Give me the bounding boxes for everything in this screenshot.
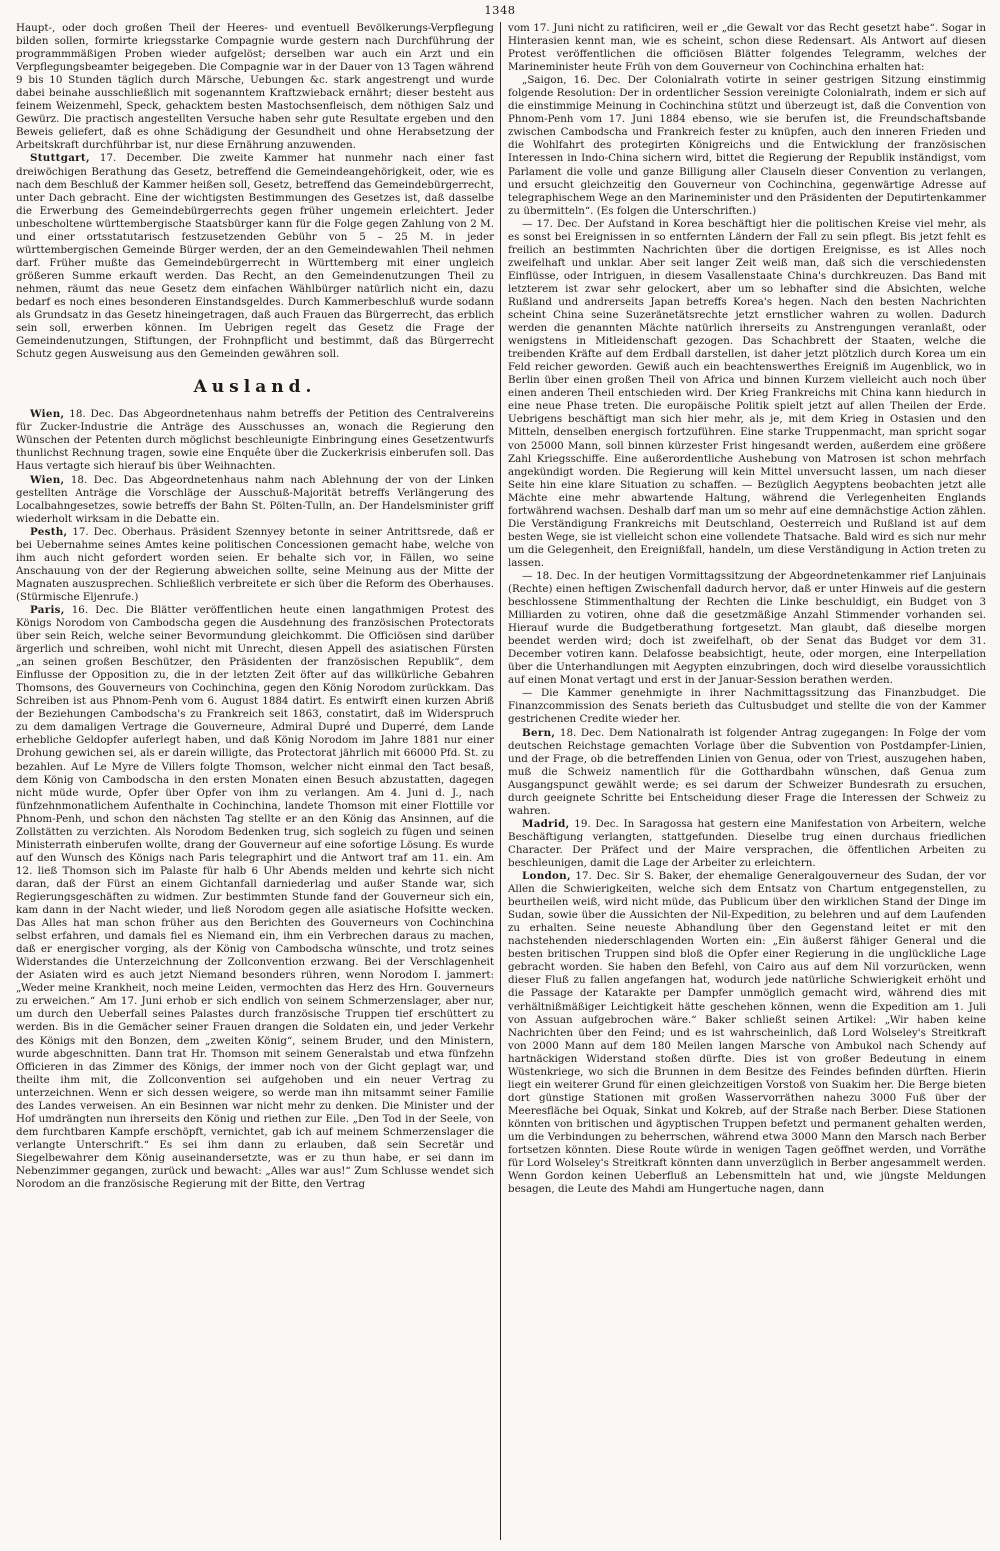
article-paris-continuation: vom 17. Juni nicht zu ratificiren, weil er „die Gewalt vor das Recht gesetzt habe“. Sogar in Hinterasien kennt man, wie es scheint, schon diese Redensart. Als Antwort auf diesen Protest veröffentlichen die officiösen Blätter folgendes Telegramm, welches der Marineminister heute Früh von dem Gouverneur von Cochinchina erhalten hat: bbox=[508, 22, 986, 74]
telegram-saigon: „Saigon, 16. Dec. Der Colonialrath votirte in seiner gestrigen Sitzung einstimmig folgende Resolution: Der in ordentlicher Session vereinigte Colonialrath, indem er sich auf die einstimmige Meinung in Cochinchina stützt und überzeugt ist, daß die Convention von Phnom-Penh vom 17. Juni 1884 ebenso, wie sie berufen ist, die Freundschaftsbande zwischen Cambodscha und Frankreich fester zu knüpfen, auch den inneren Frieden und die Wohlfahrt des protegirten Königreichs und die Entwicklung der französischen Interessen in Indo-China sichern wird, bittet die Regierung der Republik inständigst, vom Parlament die volle und ganze Billigung aller Clauseln dieser Convention zu verlangen, und ersucht gleichzeitig den Gouverneur von Cochinchina, gegenwärtige Adresse auf telegraphischem Wege an den Marineminister und den Präsidenten der Deputirtenkammer zu übermitteln“. (Es folgen die Unterschriften.) bbox=[508, 74, 986, 217]
article-paris-text: 16. Dec. Die Blätter veröffentlichen heute einen langathmigen Protest des Königs Norodom von Cambodscha gegen die Ausdehnung des französischen Protectorats über sein Reich, welche seiner Bevormundung gleichkommt. Die Officiösen sind darüber ärgerlich und schreiben, wohl nicht mit Unrecht, diesen Appell des asiatischen Fürsten „an seinen großen Beschützer, den Präsidenten der französischen Republik“, dem Einflusse der Opposition zu, die in der letzten Zeit öfter auf das willkürliche Gebahren Thomsons, des Gouverneurs von Cochinchina, gegen den König Norodom zurückkam. Das Schreiben ist aus Phnom-Penh vom 6. August 1884 datirt. Es entwirft einen kurzen Abriß der Beziehungen Cambodscha's zu Frankreich seit 1863, constatirt, daß im Widerspruch zu dem damaligen Vertrage die Gouverneure, Admiral Dupré und Duperré, dem Lande erhebliche Geldopfer auferlegt haben, und daß König Norodom im Jahre 1881 nur einer Drohung gewichen sei, als er darein willigte, das Protectorat jährlich mit 66000 Pfd. St. zu bezahlen. Auf Le Myre de Villers folgte Thomson, welcher nicht einmal den Tact besaß, dem König von Cambodscha in den ersten Monaten einen Besuch abzustatten, dagegen nicht müde wurde, Opfer über Opfer von ihm zu verlangen. Am 4. Juni d. J., nach fünfzehnmonatlichem Aufenthalte in Cochinchina, landete Thomson mit einer Flottille vor Phnom-Penh, und schon den nächsten Tag stellte er an den König das Ansinnen, auf die Zollstätten zu verzichten. Als Norodom Bedenken trug, sich sogleich zu fügen und seinen Ministerrath einberufen wollte, drang der Gouverneur auf eine sofortige Lösung. Es wurde auf den Wunsch des Königs nach Paris telegraphirt und die Antwort traf am 11. ein. Am 12. ließ Thomson sich im Palaste für halb 6 Uhr Abends melden und kehrte sich nicht daran, daß der Fürst an einem Gichtanfall darniederlag und außer Stande war, sich Regierungsgeschäften zu widmen. Zur bestimmten Stunde fand der Gouverneur sich ein, kam dann in der Nacht wieder, und ließ Norodom gegen alle asiatische Hofsitte wecken. Das Alles hat man schon früher aus den Berichten des Gouverneurs von Cochinchina selbst erfahren, und damals fiel es Niemand ein, ihm ein Verbrechen daraus zu machen, daß er energischer vorging, als der König von Cambodscha wünschte, und trotz seines Widerstandes die Unterzeichnung der Zollconvention erzwang. Bei der Verschlagenheit der Asiaten wird es auch jetzt Niemand besonders rühren, wenn Norodom I. jammert: „Weder meine Krankheit, noch meine Leiden, vermochten das Herz des Hrn. Gouverneurs zu erweichen.“ Am 17. Juni erhob er sich endlich von seinem Schmerzenslager, aber nur, um durch den Ueberfall seines Palastes durch französische Truppen tief erschüttert zu werden. Bis in die Gemächer seiner Frauen drangen die Soldaten ein, und jeder Verkehr des Königs mit den Bonzen, dem „zweiten König“, seinem Bruder, und den Ministern, wurde abgeschnitten. Dann trat Hr. Thomson mit seinem Generalstab und etwa fünfzehn Officieren in das Zimmer des Königs, der immer noch von der Gicht geplagt war, und theilte ihm mit, die Zollconvention sei aufgehoben und ein neuer Vertrag zu unterzeichnen. Wenn er sich dessen weigere, so werde man ihn mitsammt seiner Familie des Landes verweisen. An ein Besinnen war nicht mehr zu denken. Die Minister und der Hof umdrängten nun ihrerseits den König und riethen zur Eile. „Den Tod in der Seele, von dem furchtbaren Kampfe erschöpft, vernichtet, gab ich auf meinem Schmerzenslager die verlangte Unterschrift.“ Es sei ihm dann zu erlauben, daß sein Secretär und Siegelbewahrer dem König auseinandersetzte, was er zu thun habe, er sei dann im Nebenzimmer gegangen, zurück und bewacht: „Alles war aus!“ Zum Schlusse wendet sich Norodom an die französische Regierung mit der Bitte, den Vertrag bbox=[16, 603, 494, 1191]
article-korea: — 17. Dec. Der Aufstand in Korea beschäftigt hier die politischen Kreise viel mehr, als es sonst bei Ereignissen in so entfernten Ländern der Fall zu sein pflegt. Bis jetzt fehlt es freilich an bestimmten Nachrichten über die dortigen Ereignisse, es ist Alles noch zweifelhaft und unklar. Aber seit langer Zeit weiß man, daß sich die verschiedensten Einflüsse, oder Intriguen, in diesem Vasallenstaate China's durchkreuzen. Das Band mit letzterem ist zwar sehr gelockert, aber um so lebhafter sind die Absichten, welche Rußland und andrerseits Japan betreffs Korea's hegen. Nach den besten Nachrichten scheint China seine Suzeränetätsrechte jetzt ernstlicher wahren zu wollen. Dadurch werden die genannten Mächte natürlich ihrerseits zu Anstrengungen veranlaßt, oder wenigstens in Mitleidenschaft gezogen. Das Schachbrett der Staaten, welche die treibenden Kräfte auf dem Erdball darstellen, ist daher jetzt plötzlich durch Korea um ein Feld reicher geworden. Gewiß auch ein beachtenswerthes Ereigniß im Augenblick, wo in Berlin über einen großen Theil von Africa und binnen Kurzem vielleicht auch noch über einen anderen Theil entschieden wird. Der Krieg Frankreichs mit China kann hiedurch in eine neue Phase treten. Die europäische Politik spielt jetzt auf allen Theilen der Erde. Uebrigens beschäftigt man sich hier mehr, als je, mit dem Krieg in Ostasien und den Mitteln, denselben energisch fortzuführen. Eine starke Truppenmacht, man spricht sogar von 25000 Mann, soll binnen kürzester Frist hingesandt werden, außerdem eine größere Zahl Kriegsschiffe. Eine außerordentliche Aushebung von Matrosen ist schon mehrfach angekündigt worden. Die Regierung will kein Mittel unversucht lassen, um nach dieser Seite hin eine klare Situation zu schaffen. — Bezüglich Aegyptens beobachten jetzt alle Mächte eine mehr abwartende Haltung, während die Verlegenheiten Englands fortwährend wachsen. Deshalb darf man um so mehr auf eine demnächstige Action zählen. Die Verständigung Frankreichs mit Deutschland, Oesterreich und Rußland ist auf dem besten Wege, sie ist vielleicht schon eine vollendete Thatsache. Bald wird es sich nur mehr um die Gelegenheit, den Ereignißfall, handeln, um diese Verständigung in Action treten zu lassen. bbox=[508, 217, 986, 569]
article-continuation: Haupt-, oder doch großen Theil der Heeres- und eventuell Bevölkerungs-Verpflegung bilden sollen, formirte kriegsstarke Compagnie wurde gestern nach Durchführung der programmmäßigen Proben wieder aufgelöst; derselben war auch ein Arzt und ein Verpflegungsbeamter beigegeben. Die Compagnie war in der Dauer von 13 Tagen während 9 bis 10 Stunden täglich durch Märsche, Uebungen &c. stark angestrengt und wurde dabei beinahe ausschließlich mit sogenanntem Kraftzwieback ernährt; dieser besteht aus feinem Weizenmehl, Speck, gehacktem besten Mastochsenfleisch, dem nöthigen Salz und Gewürz. Die practisch angestellten Versuche haben sehr gute Resultate ergeben und den Beweis geliefert, daß es ohne Schädigung der Gesundheit und ohne Herabsetzung der Arbeitskraft durchführbar ist, nur diese Ernährung anzuwenden. bbox=[16, 22, 494, 152]
article-bern bbox=[508, 727, 986, 818]
left-column bbox=[16, 22, 494, 1540]
article-wien-2 bbox=[16, 474, 494, 526]
article-wien-2-text: 18. Dec. Das Abgeordnetenhaus nahm nach Ablehnung der von der Linken gestellten Anträge die Vorschläge der Ausschuß-Majorität betreffs Verlängerung des Localbahngesetzes, sowie betreffs der Bahn St. Pölten-Tulln, an. Der Handelsminister griff wiederholt wirksam in die Debatte ein. bbox=[16, 473, 494, 525]
article-senat: — Die Kammer genehmigte in ihrer Nachmittagssitzung das Finanzbudget. Die Finanzcommission des Senats berieth das Cultusbudget und stellte die von der Kammer gestrichenen Credite wieder her. bbox=[508, 687, 986, 726]
article-paris bbox=[16, 604, 494, 1191]
article-london bbox=[508, 870, 986, 1196]
dateline-madrid: Madrid, bbox=[522, 817, 570, 830]
section-heading-ausland: Ausland. bbox=[193, 377, 317, 398]
dateline-wien-1: Wien, bbox=[30, 408, 65, 421]
article-pesth bbox=[16, 526, 494, 604]
article-stuttgart-text: 17. December. Die zweite Kammer hat nunmehr nach einer fast dreiwöchigen Berathung das Gesetz, betreffend die Gemeindeangehörigkeit, oder, wie es nach dem Beschluß der Kammer heißen soll, Gesetz, betreffend das Gemeindebürgerrecht, unter Dach gebracht. Eine der wichtigsten Bestimmungen des Gesetzes ist, daß dasselbe die Erwerbung des Gemeindebürgerrechts gegen früher ungemein erleichtert. Jeder unbescholtene württembergische Staatsbürger kann für die Folge gegen Zahlung von 2 M. und einer ortsstatutarisch festzusetzenden Gebühr von 5 – 25 M. in jeder württembergischen Gemeinde Bürger werden, der an den Gemeindewahlen Theil nehmen darf. Früher mußte das Gemeindebürgerrecht in Württemberg mit einer ungleich größeren Summe erkauft werden. Das Recht, an den Gemeindenutzungen Theil zu nehmen, räumt das neue Gesetz dem einfachen Wählbürger natürlich nicht ein, dazu bedarf es noch eines besonderen Einstandsgeldes. Durch Kammerbeschluß wurde sodann als Grundsatz in das Gesetz hineingetragen, daß auch Frauen das Bürgerrecht, das erblich sein soll, erwerben können. Im Uebrigen regelt das Gesetz die Frage der Gemeindenutzungen, Stiftungen, der Frohnpflicht und bestimmt, daß das Bürgerrecht Schutz gegen Ausweisung aus den Gemeinden gewähren soll. bbox=[16, 152, 494, 361]
article-madrid-text: 19. Dec. In Saragossa hat gestern eine Manifestation von Arbeitern, welche Beschäftigung verlangten, stattgefunden. Dieselbe trug einen durchaus friedlichen Character. Der Präfect und der Maire versprachen, die öffentlichen Arbeiten zu beschleunigen, damit die Lage der Arbeiter zu erleichtern. bbox=[508, 817, 986, 869]
page-number: 1348 bbox=[484, 3, 516, 17]
article-pesth-text: 17. Dec. Oberhaus. Präsident Szennyey betonte in seiner Antrittsrede, daß er bei Uebernahme seines Amtes keine politischen Concessionen gemacht habe, welche von ihm auch nicht gefordert worden seien. Er behalte sich vor, in Fällen, wo seine Anschauung von der der Regierung abweichen sollte, seine Meinung aus der Mitte der Magnaten auszusprechen. Schließlich verbreitete er sich über die Reform des Oberhauses. (Stürmische Eljenrufe.) bbox=[16, 525, 494, 603]
column-divider bbox=[500, 22, 501, 1540]
dateline-london: London, bbox=[522, 870, 571, 883]
article-bern-text: 18. Dec. Dem Nationalrath ist folgender Antrag zugegangen: In Folge der vom deutschen Reichstage gemachten Vorlage über die Subvention von Postdampfer-Linien, und der Frage, ob die betreffenden Linien von Genua, oder von Triest, auszugehen haben, muß die Schweiz namentlich für die Gotthardbahn wünschen, daß Genua zum Ausgangspunct gewählt werde; es sei darum der Schweizer Bundesrath zu ersuchen, durch geeignete Schritte bei Entscheidung dieser Frage die Interessen der Schweiz zu wahren. bbox=[508, 726, 986, 817]
article-abgeordnetenkammer: — 18. Dec. In der heutigen Vormittagssitzung der Abgeordnetenkammer rief Lanjuinais (Rechte) einen heftigen Zwischenfall dadurch hervor, daß er unter Hinweis auf die gestern beschlossene Stimmenthaltung der Rechten die Linke beschuldigt, ein Budget von 3 Milliarden zu votiren, ohne daß die gesetzmäßige Anzahl Stimmender vorhanden sei. Hierauf wurde die Budgetberathung fortgesetzt. Man glaubt, daß dieselbe morgen beendet werden wird; doch ist zweifelhaft, ob der Senat das Budget vor dem 31. December votiren kann. Delafosse beabsichtigt, heute, oder morgen, eine Interpellation über die Unterhandlungen mit Aegypten einzubringen, doch wird dieselbe voraussichtlich auf einen Monat vertagt und erst in der Januar-Session berathen werden. bbox=[508, 569, 986, 687]
article-madrid bbox=[508, 818, 986, 870]
article-wien-1 bbox=[16, 408, 494, 473]
dateline-stuttgart: Stuttgart, bbox=[30, 152, 90, 165]
article-stuttgart bbox=[16, 152, 494, 361]
article-london-text: 17. Dec. Sir S. Baker, der ehemalige Generalgouverneur des Sudan, der vor Allen die Schwierigkeiten, welche sich dem Entsatz von Chartum entgegenstellen, zu beurtheilen weiß, wird nicht müde, das Publicum über den wirklichen Stand der Dinge im Sudan, sowie über die Aussichten der Nil-Expedition, zu belehren und auf dem Laufenden zu erhalten. Seine neueste Abhandlung über den Gegenstand leitet er mit den nachstehenden niederschlagenden Worten ein: „Ein äußerst fähiger General und die besten britischen Truppen sind bloß die Opfer einer Regierung in die unglückliche Lage gebracht worden. Sie haben den Befehl, von Cairo aus auf dem Nil vorzurücken, wenn dieser Fluß zu fallen angefangen hat, wodurch jede natürliche Schwierigkeit erhöht und die Passage der Katarakte per Dampfer unmöglich gemacht wird, während dies mit verhältnißmäßiger Leichtigkeit hätte geschehen können, wenn die Expedition am 1. Juli von Assuan aufgebrochen wäre.“ Baker schließt seinen Artikel: „Wir haben keine Nachrichten über den Feind; und es ist wahrscheinlich, daß Lord Wolseley's Streitkraft von 2000 Mann auf dem 180 Meilen langen Marsche von Ambukol nach Schendy auf hartnäckigen Widerstand stoßen dürfte. Dies ist von großer Bedeutung in einem Wüstenkriege, wo sich die Brunnen in dem Besitze des Feindes befinden dürften. Hierin liegt ein weiterer Grund für einen gleichzeitigen Vorstoß von Suakim her. Die Berge bieten dort günstige Stationen mit großen Wasservorräthen nahezu 3000 Fuß über der Meeresfläche bei Oquak, Sinkat und Kokreb, auf der Straße nach Berber. Diese Stationen könnten von britischen und ägyptischen Truppen befetzt und permanent gehalten werden, um die Verbindungen zu beherrschen, während etwa 3000 Mann den Marsch nach Berber fortsetzen könnten. Diese Route würde in wenigen Tagen geöffnet werden, und Vorräthe für Lord Wolseley's Streitkraft könnten dann unverzüglich in Berber angesammelt werden. Wenn Gordon keinen Ueberfluß an Lebensmitteln hat und, wie jüngste Meldungen besagen, die Leute des Mahdi am Hungertuche nagen, dann bbox=[508, 870, 986, 1196]
dateline-bern: Bern, bbox=[522, 726, 556, 739]
article-wien-1-text: 18. Dec. Das Abgeordnetenhaus nahm betreffs der Petition des Centralvereins für Zucker-Industrie die Anträge des Ausschusses an, wonach die Regierung den Wünschen der Petenten durch möglichst beschleunigte Einbringung eines Gesetzentwurfs thunlichst Rechnung tragen, sowie eine Enquête über die Zuckerkrisis einberufen soll. Das Haus vertagte sich hierauf bis über Weihnachten. bbox=[16, 408, 494, 473]
dateline-pesth: Pesth, bbox=[30, 525, 68, 538]
right-column bbox=[508, 22, 986, 1540]
dateline-wien-2: Wien, bbox=[30, 473, 65, 486]
dateline-paris: Paris, bbox=[30, 603, 65, 616]
